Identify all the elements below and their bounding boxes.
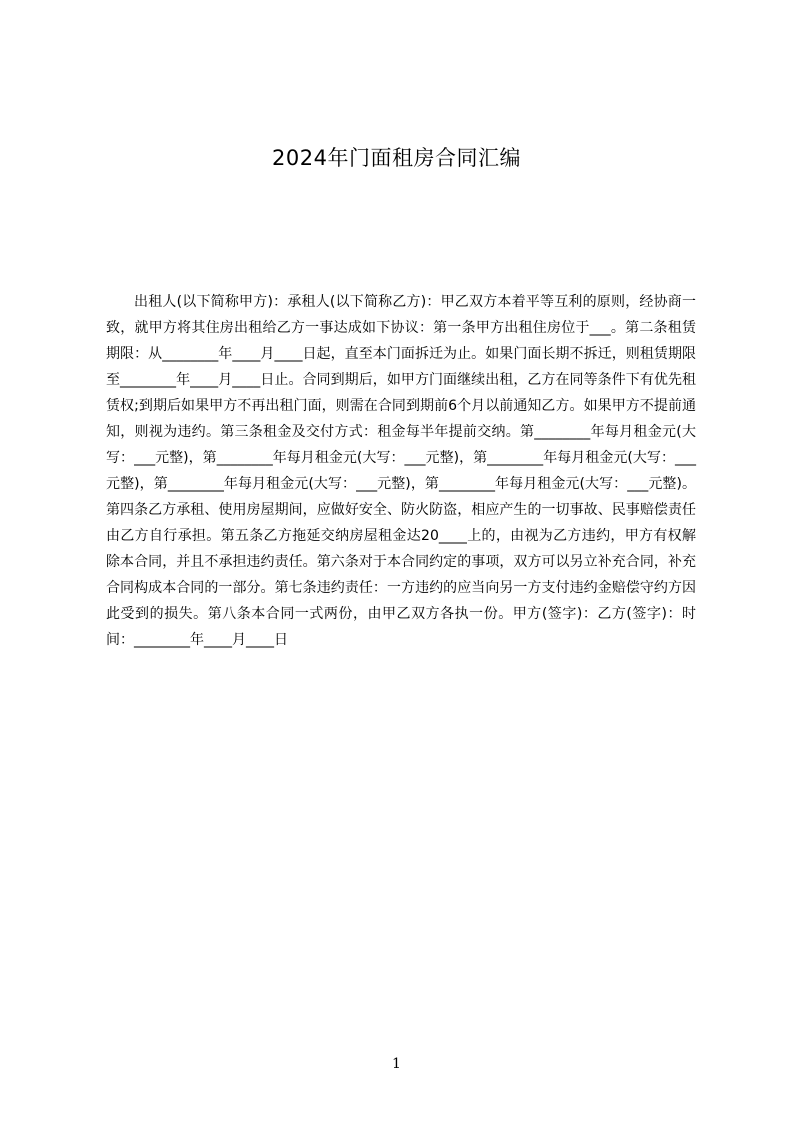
document-title: 2024年门面租房合同汇编: [272, 146, 521, 170]
page-number: 1: [392, 1056, 401, 1072]
contract-body-paragraph: 出租人(以下简称甲方)：承租人(以下简称乙方)：甲乙双方本着平等互利的原则，经协商一致，就甲方将其住房出租给乙方一事达成如下协议：第一条甲方出租住房位于___。第二条租赁期限：从________年____月____日起，直至本门面拆迁为止。如果门面长期不拆迁，则租赁期限至________年____月____日止。合同到期后，如甲方门面继续出租，乙方在同等条件下有优先租赁权;到期后如果甲方不再出租门面，则需在合同到期前6个月以前通知乙方。如果甲方不提前通知，则视为违约。第三条租金及交付方式：租金每半年提前交纳。第________年每月租金元(大写：___元整)，第________年每月租金元(大写：___元整)，第________年每月租金元(大写：___元整)，第________年每月租金元(大写：___元整)，第________年每月租金元(大写：___元整)。第四条乙方承租、使用房屋期间，应做好安全、防火防盗，相应产生的一切事故、民事赔偿责任由乙方自行承担。第五条乙方拖延交纳房屋租金达20____上的，由视为乙方违约，甲方有权解除本合同，并且不承担违约责任。第六条对于本合同约定的事项，双方可以另立补充合同，补充合同构成本合同的一部分。第七条违约责任：一方违约的应当向另一方支付违约金赔偿守约方因此受到的损失。第八条本合同一式两份，由甲乙双方各执一份。甲方(签字)：乙方(签字)：时间：________年____月____日: [106, 294, 696, 648]
